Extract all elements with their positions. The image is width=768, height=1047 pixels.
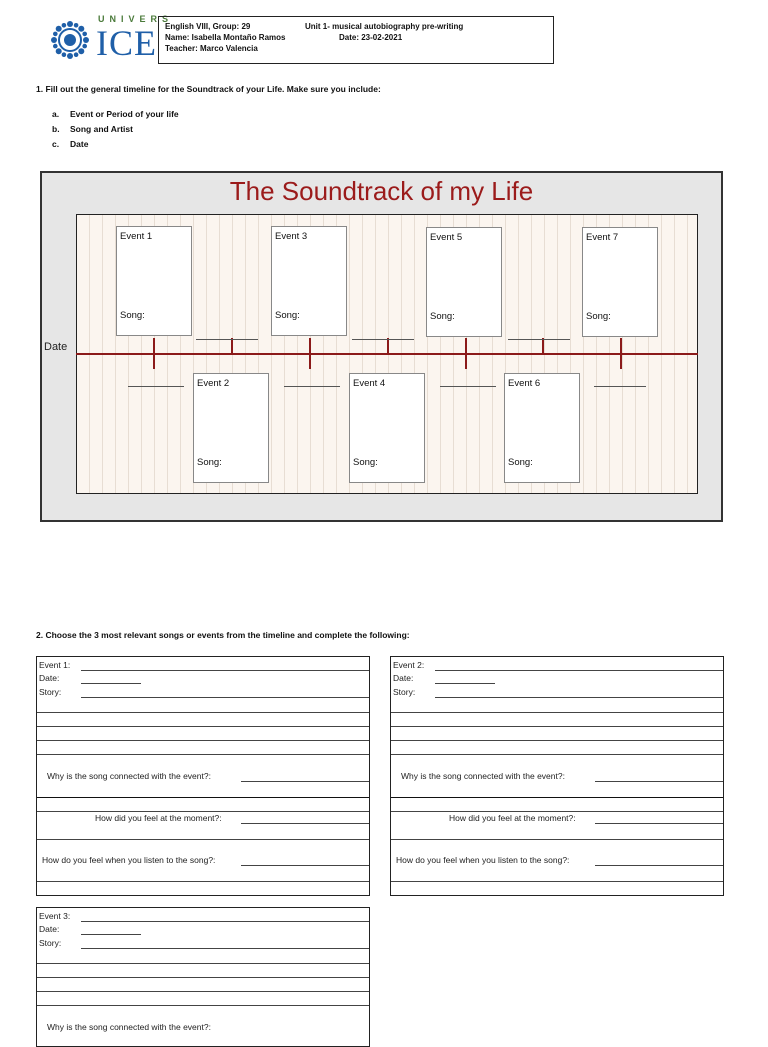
form-story-label: Story: [39,687,62,697]
date-line [508,339,570,340]
answer-line[interactable] [81,921,369,922]
form-story-label: Story: [39,938,62,948]
logo-ice-text: ICE [96,23,157,63]
teacher-name: Teacher: Marco Valencia [165,44,258,53]
answer-line[interactable] [435,670,723,671]
answer-line[interactable] [37,881,369,882]
form-feel-listen-label: How do you feel when you listen to the song?: [396,855,570,865]
timeline-tick [542,338,544,354]
form-date-label: Date: [39,673,60,683]
date-line [284,386,340,387]
form-story-label: Story: [393,687,416,697]
timeline-tick [387,338,389,354]
answer-line[interactable] [595,781,723,782]
event-label: Event 6 [508,378,541,389]
form-date-label: Date: [39,924,60,934]
logo-emblem-icon [48,18,92,62]
answer-line[interactable] [81,697,369,698]
event-box-5[interactable] [426,227,502,337]
song-label: Song: [120,310,145,321]
event-label: Event 5 [430,232,463,243]
header-date: Date: 23-02-2021 [339,33,403,42]
form-event-label: Event 2: [393,660,425,670]
answer-line[interactable] [37,712,369,713]
answer-line[interactable] [37,811,369,812]
answer-line[interactable] [37,754,369,755]
answer-line[interactable] [241,823,369,824]
answer-line[interactable] [391,712,723,713]
answer-line[interactable] [391,726,723,727]
event-box-2[interactable] [193,373,269,483]
date-line [196,339,258,340]
logo-university-text: UNIVERS [98,14,174,24]
timeline-tick [309,338,311,369]
event-form-2 [390,656,724,896]
form-why-label: Why is the song connected with the event?: [47,1022,211,1032]
answer-line[interactable] [595,865,723,866]
answer-line[interactable] [391,754,723,755]
timeline-title: The Soundtrack of my Life [229,176,534,206]
timeline-tick [153,338,155,369]
event-form-1 [36,656,370,896]
timeline-tick [465,338,467,369]
answer-line[interactable] [391,881,723,882]
answer-line[interactable] [391,811,723,812]
timeline-tick [620,338,622,369]
date-line [352,339,414,340]
answer-line[interactable] [435,697,723,698]
song-label: Song: [197,457,222,468]
answer-line[interactable] [81,683,141,684]
answer-line[interactable] [391,740,723,741]
answer-line[interactable] [435,683,495,684]
q1-item-b: Song and Artist [70,124,133,134]
answer-line[interactable] [81,934,141,935]
event-box-7[interactable] [582,227,658,337]
answer-line[interactable] [595,823,723,824]
form-feel-moment-label: How did you feel at the moment?: [449,813,576,823]
answer-line[interactable] [81,670,369,671]
answer-line[interactable] [37,991,369,992]
course-label: English VIII, Group: 29 [165,22,251,31]
form-event-label: Event 3: [39,911,71,921]
answer-line[interactable] [37,726,369,727]
unit-title: Unit 1- musical autobiography pre-writing [305,22,464,31]
answer-line[interactable] [37,839,369,840]
date-line [440,386,496,387]
section-divider [37,797,369,798]
q1-item-c-marker: c. [52,139,60,149]
q1-item-a-marker: a. [52,109,60,119]
header-info-box [158,16,554,64]
song-label: Song: [353,457,378,468]
question-2-prompt: 2. Choose the 3 most relevant songs or events from the timeline and complete the following: [36,630,410,640]
answer-line[interactable] [37,1005,369,1006]
event-box-1[interactable] [116,226,192,336]
event-label: Event 1 [120,231,153,242]
form-event-label: Event 1: [39,660,71,670]
event-label: Event 3 [275,231,308,242]
question-1-prompt: 1. Fill out the general timeline for the Soundtrack of your Life. Make sure you include: [36,84,381,94]
university-logo [48,14,174,66]
timeline-date-label: Date [44,341,68,353]
answer-line[interactable] [241,865,369,866]
answer-line[interactable] [37,963,369,964]
form-date-label: Date: [393,673,414,683]
form-why-label: Why is the song connected with the event?: [401,771,565,781]
date-line [128,386,184,387]
song-label: Song: [430,311,455,322]
answer-line[interactable] [81,948,369,949]
event-label: Event 7 [586,232,619,243]
answer-line[interactable] [37,740,369,741]
q1-item-a: Event or Period of your life [70,109,179,119]
song-label: Song: [275,310,300,321]
q1-item-b-marker: b. [52,124,60,134]
student-name: Name: Isabella Montaño Ramos [165,33,286,42]
answer-line[interactable] [241,781,369,782]
event-box-3[interactable] [271,226,347,336]
form-why-label: Why is the song connected with the event?: [47,771,211,781]
form-feel-listen-label: How do you feel when you listen to the song?: [42,855,216,865]
event-label: Event 2 [197,378,230,389]
event-box-6[interactable] [504,373,580,483]
form-feel-moment-label: How did you feel at the moment?: [95,813,222,823]
section-divider [391,797,723,798]
event-form-3 [36,907,370,1047]
date-line [594,386,646,387]
timeline-tick [231,338,233,354]
song-label: Song: [508,457,533,468]
event-box-4[interactable] [349,373,425,483]
song-label: Song: [586,311,611,322]
answer-line[interactable] [37,977,369,978]
answer-line[interactable] [391,839,723,840]
event-label: Event 4 [353,378,386,389]
q1-item-c: Date [70,139,89,149]
